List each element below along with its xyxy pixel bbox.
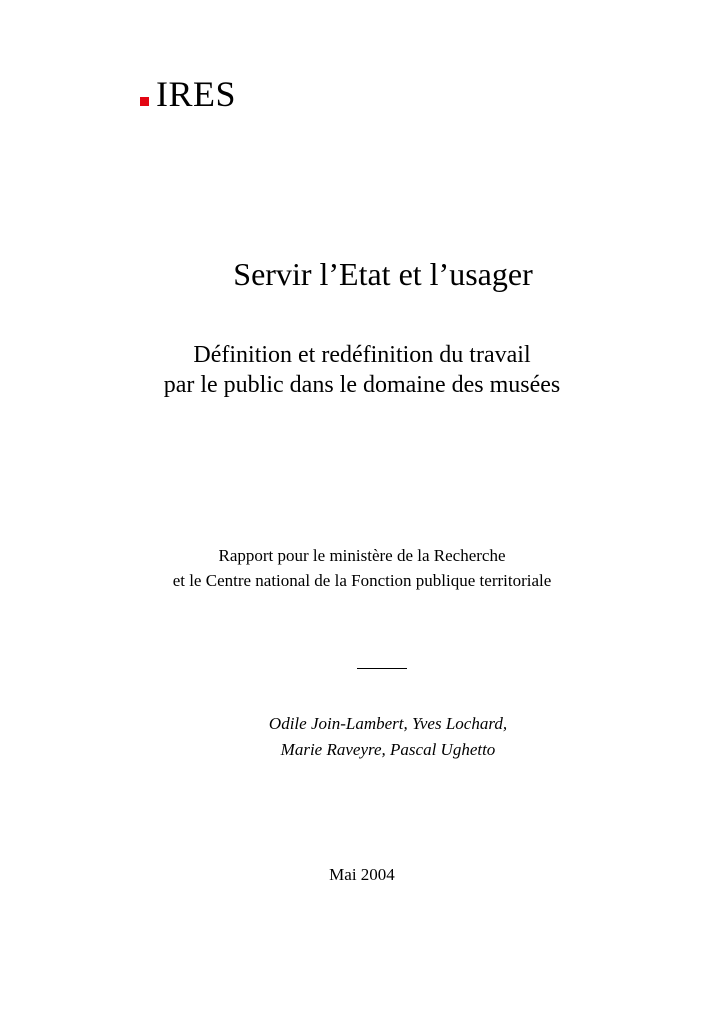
subtitle-line-1: Définition et redéfinition du travail bbox=[193, 342, 531, 368]
authors-line-2: Marie Raveyre, Pascal Ughetto bbox=[280, 740, 496, 759]
report-description bbox=[0, 543, 724, 593]
report-line-1: Rapport pour le ministère de la Recherche bbox=[218, 546, 506, 565]
authors bbox=[0, 711, 724, 763]
logo-text: IRES bbox=[156, 74, 237, 114]
subtitle-line-2: par le public dans le domaine des musées bbox=[163, 372, 561, 398]
report-line-2: et le Centre national de la Fonction publique territoriale bbox=[172, 571, 552, 590]
ires-logo bbox=[140, 74, 236, 114]
document-title: Servir l’Etat et l’usager bbox=[233, 256, 533, 292]
red-square-icon bbox=[140, 97, 149, 106]
publication-date: Mai 2004 bbox=[329, 865, 395, 884]
authors-line-1: Odile Join-Lambert, Yves Lochard, bbox=[268, 714, 508, 733]
separator-line bbox=[357, 668, 407, 669]
document-subtitle bbox=[0, 340, 724, 400]
